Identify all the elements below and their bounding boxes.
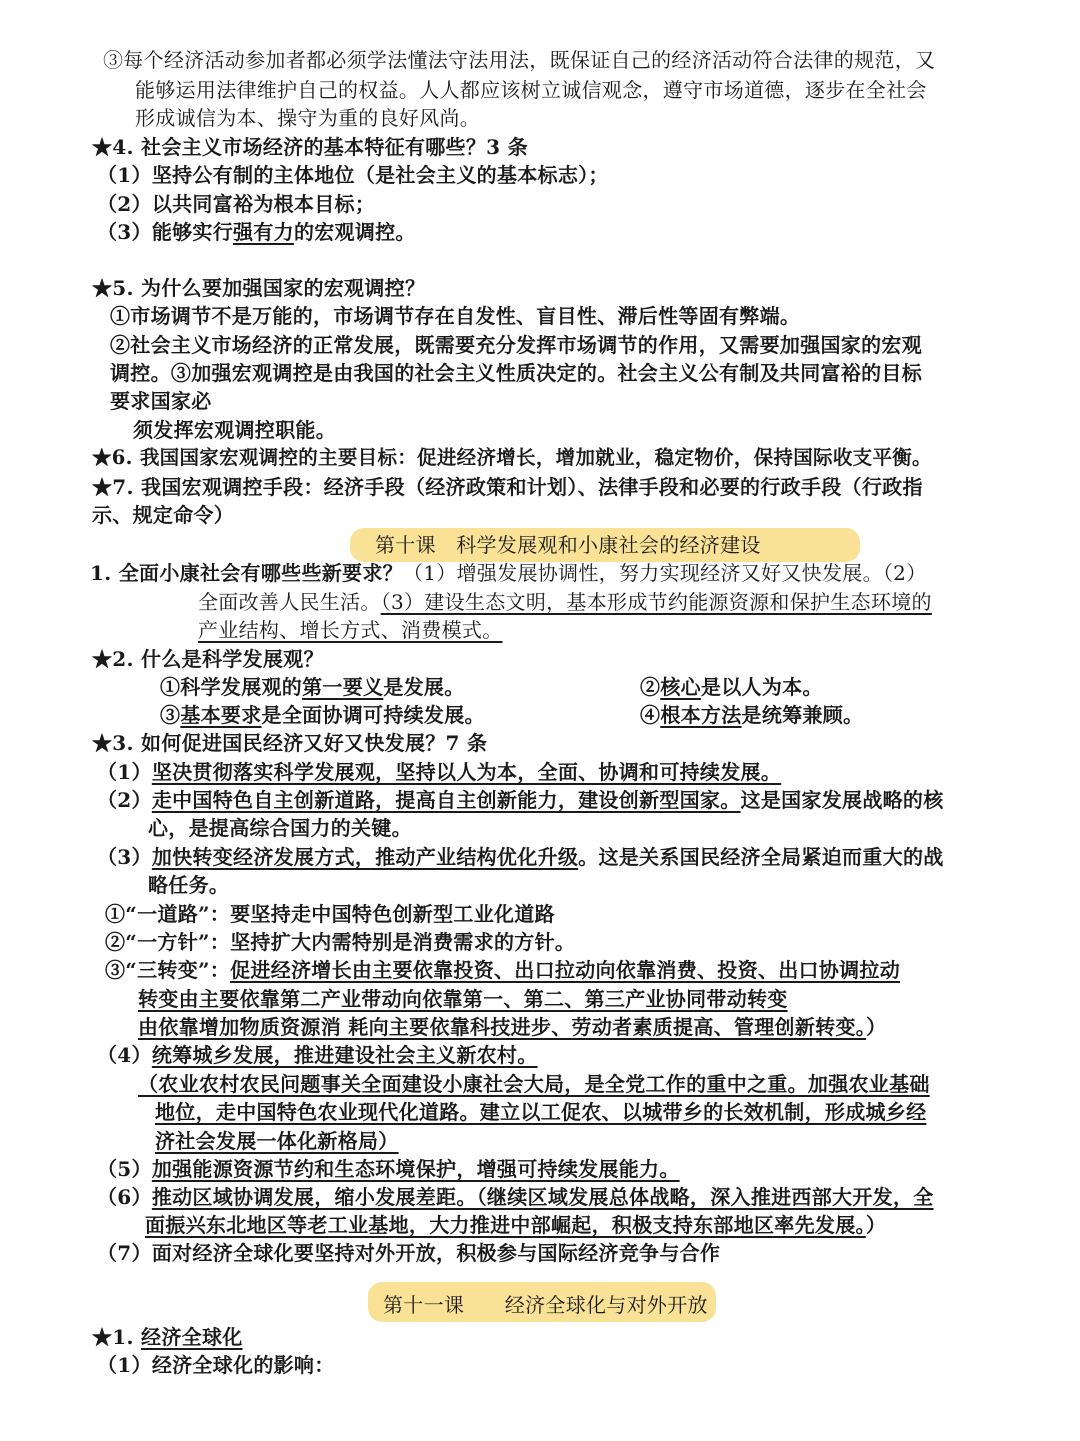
sub-point: 转变由主要依靠第二产业带动向依靠第一、第二、第三产业协同带动转变 (138, 987, 788, 1011)
question-heading: ★7. 我国宏观调控手段：经济手段（经济政策和计划）、法律手段和必要的行政手段（行政指 (92, 475, 923, 499)
answer-line: （农业农村农民问题事关全面建设小康社会大局，是全党工作的重中之重。加强农业基础 (138, 1072, 930, 1096)
answer-line: （6）推动区域协调发展，缩小发展差距。（继续区域发展总体战略，深入推进西部大开发，全 (97, 1185, 934, 1209)
answer-line: ①市场调节不是万能的，市场调节存在自发性、盲目性、滞后性等固有弊端。 (110, 304, 801, 328)
text-line: 能够运用法律维护自己的权益。人人都应该树立诚信观念，遵守市场道德，逐步在全社会 (135, 78, 927, 102)
answer-line: （7）面对经济全球化要坚持对外开放，积极参与国际经济竞争与合作 (97, 1241, 721, 1265)
answer-line: 地位，走中国特色农业现代化道路。建立以工促农、以城带乡的长效机制，形成城乡经 (155, 1100, 927, 1124)
answer-line: 调控。③加强宏观调控是由我国的社会主义性质决定的。社会主义公有制及共同富裕的目标 (110, 361, 922, 385)
question-heading: ★4. 社会主义市场经济的基本特征有哪些？3 条 (92, 135, 528, 159)
answer-line: 面振兴东北地区等老工业基地，大力推进中部崛起，积极支持东部地区率先发展。） (145, 1213, 887, 1237)
answer-line: ①科学发展观的第一要义是发展。 (160, 675, 465, 699)
question-heading: ★6. 我国国家宏观调控的主要目标：促进经济增长，增加就业，稳定物价，保持国际收支平衡。 (92, 446, 932, 469)
answer-line: 略任务。 (148, 873, 230, 897)
answer-line: 要求国家必 (110, 389, 212, 413)
question-heading: ★1. 经济全球化 (92, 1325, 243, 1349)
answer-line: （3）加快转变经济发展方式，推动产业结构优化升级。这是关系国民经济全局紧迫而重大的战 (97, 845, 944, 869)
sub-point: ②“一方针”：坚持扩大内需特别是消费需求的方针。 (105, 930, 576, 954)
answer-line: （1）坚决贯彻落实科学发展观，坚持以人为本，全面、协调和可持续发展。 (97, 760, 782, 784)
answer-line: （1）经济全球化的影响： (97, 1353, 335, 1377)
answer-line: 产业结构、增长方式、消费模式。 (198, 618, 503, 642)
lesson-title: 第十课 科学发展观和小康社会的经济建设 (375, 533, 761, 557)
question-heading: 示、规定命令） (92, 503, 235, 527)
question-heading: ★3. 如何促进国民经济又好又快发展？7 条 (92, 731, 488, 755)
answer-line: 济社会发展一体化新格局） (155, 1129, 399, 1153)
answer-line: ②核心是以人为本。 (640, 675, 823, 699)
answer-line: 心，是提高综合国力的关键。 (148, 816, 412, 840)
answer-line: 全面改善人民生活。（3）建设生态文明，基本形成节约能源资源和保护生态环境的 (198, 590, 932, 614)
question-heading: ★2. 什么是科学发展观？ (92, 647, 324, 671)
answer-line: （1）坚持公有制的主体地位（是社会主义的基本标志）； (97, 163, 609, 187)
answer-line: （2）走中国特色自主创新道路，提高自主创新能力，建设创新型国家。这是国家发展战略的核 (97, 788, 944, 812)
question-heading: ★5. 为什么要加强国家的宏观调控？ (92, 276, 426, 300)
answer-line: ④根本方法是统筹兼顾。 (640, 703, 864, 727)
answer-line: （4）统筹城乡发展，推进建设社会主义新农村。 (97, 1043, 538, 1067)
sub-point: ①“一道路”：要坚持走中国特色创新型工业化道路 (105, 902, 555, 926)
answer-line: （2）以共同富裕为根本目标； (97, 192, 376, 216)
question-heading: 1. 全面小康社会有哪些些新要求？（1）增强发展协调性，努力实现经济又好又快发展。（2） (90, 561, 927, 585)
answer-line: （3）能够实行强有力的宏观调控。 (97, 220, 416, 244)
lesson-title: 第十一课 经济全球化与对外开放 (383, 1293, 708, 1317)
answer-line: ③基本要求是全面协调可持续发展。 (160, 703, 485, 727)
text-line: 形成诚信为本、操守为重的良好风尚。 (135, 106, 481, 130)
answer-line: 须发挥宏观调控职能。 (133, 418, 336, 442)
text-line: ③每个经济活动参加者都必须学法懂法守法用法，既保证自己的经济活动符合法律的规范，又 (103, 48, 936, 72)
sub-point: 由依靠增加物质资源消 耗向主要依靠科技进步、劳动者素质提高、管理创新转变。） (138, 1015, 887, 1039)
answer-line: ②社会主义市场经济的正常发展，既需要充分发挥市场调节的作用，又需要加强国家的宏观 (110, 333, 922, 357)
underlined-term: 强有力 (233, 220, 294, 244)
answer-line: （5）加强能源资源节约和生态环境保护，增强可持续发展能力。 (97, 1157, 680, 1181)
sub-point: ③“三转变”：促进经济增长由主要依靠投资、出口拉动向依靠消费、投资、出口协调拉动 (105, 958, 901, 982)
